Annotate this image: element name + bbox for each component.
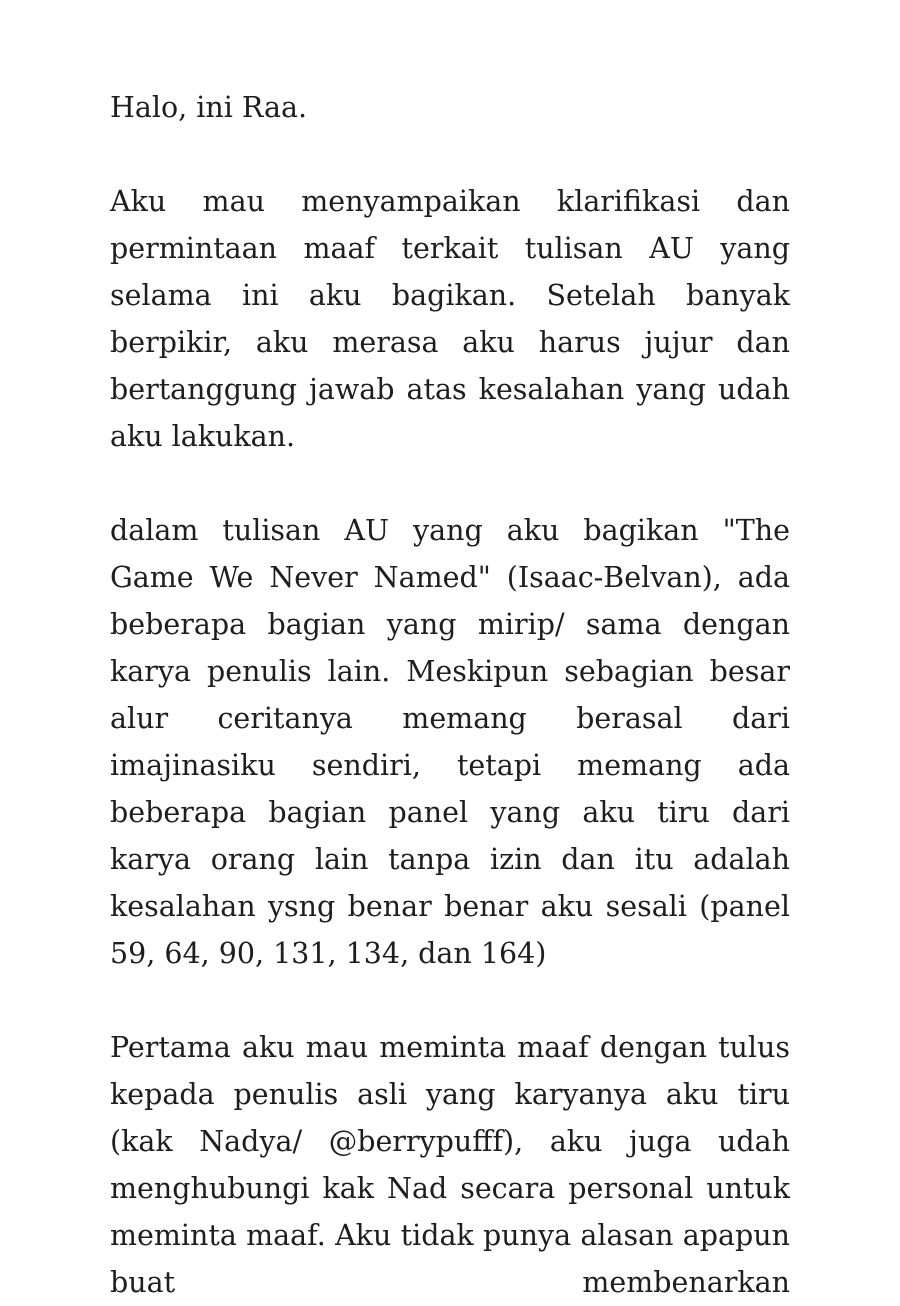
paragraph-apology: Pertama aku mau meminta maaf dengan tulus kepada penulis asli yang karyanya aku tiru (kak Nadya/ @berrypufff), aku juga udah menghubungi kak Nad secara personal untuk meminta maaf. Aku tidak punya alasan apapun buat membenarkan [110, 1031, 790, 1299]
paragraph-clarification: Aku mau menyampaikan klarifikasi dan permintaan maaf terkait tulisan AU yang selama ini aku bagikan. Setelah banyak berpikir, aku merasa aku harus jujur dan bertanggung jawab atas kesalahan yang udah aku lakukan. [110, 185, 790, 453]
document-page [110, 84, 790, 1306]
greeting-line: Halo, ini Raa. [110, 91, 308, 124]
paragraph-details: dalam tulisan AU yang aku bagikan "The Game We Never Named" (Isaac-Belvan), ada beberapa bagian yang mirip/ sama dengan karya penulis lain. Meskipun sebagian besar alur ceritanya memang berasal dari imajinasiku sendiri, tetapi memang ada beberapa bagian panel yang aku tiru dari karya orang lain tanpa izin dan itu adalah kesalahan ysng benar benar aku sesali (panel 59, 64, 90, 131, 134, dan 164) [110, 514, 790, 970]
